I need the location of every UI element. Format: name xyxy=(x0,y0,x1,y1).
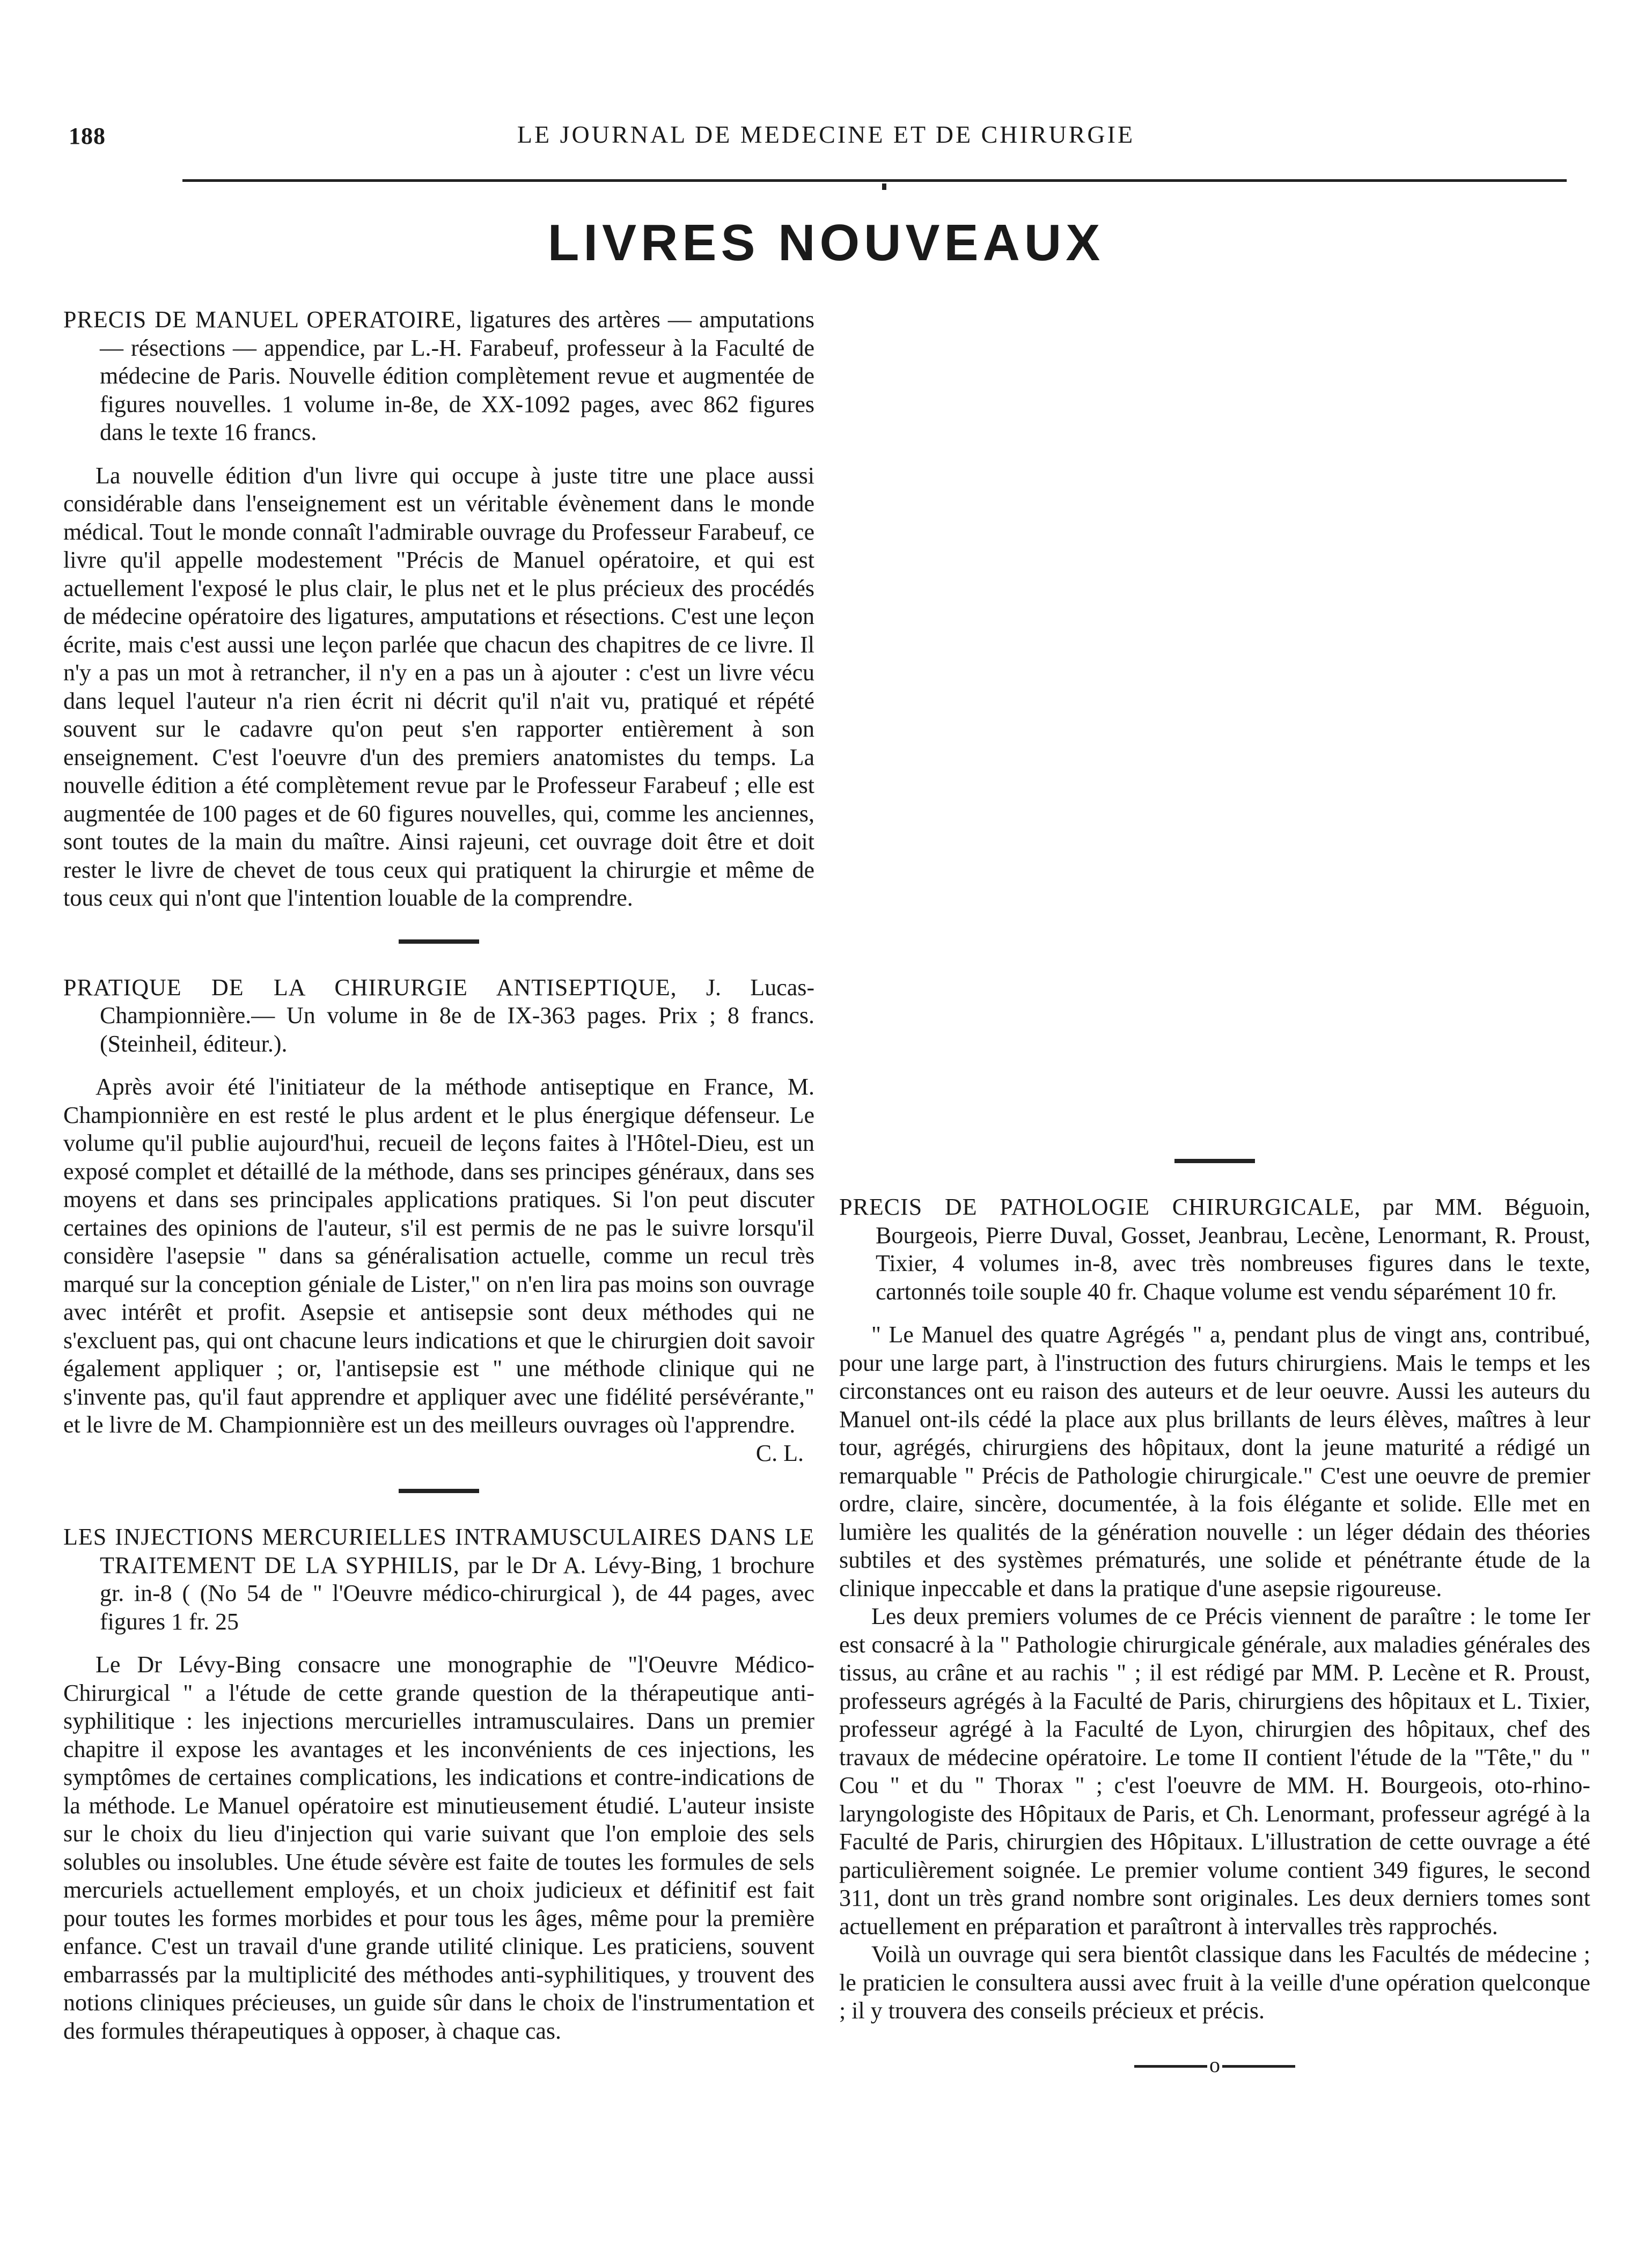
review-pathologie-chirurgicale xyxy=(839,1193,1590,2025)
entry-title: PRECIS DE MANUEL OPERATOIRE, xyxy=(63,306,462,333)
header-rule-dot xyxy=(882,183,886,190)
entry-meta: J. Lucas-Championnière.— Un volume in 8e de IX-363 pages. Prix ; 8 francs. (Steinheil, éditeur.). xyxy=(100,974,815,1057)
entry-title: PRECIS DE PATHOLOGIE CHIRURGICALE, xyxy=(839,1194,1361,1220)
entry-heading xyxy=(63,306,814,447)
entry-paragraph: " Le Manuel des quatre Agrégés " a, pendant plus de vingt ans, contribué, pour une large part, à l'instruction des futurs chirurgiens. Mais le temps et les circonstances ont eu raison des auteurs et de leur oeuvre. Aussi les auteurs du Manuel ont-ils cédé la place aux plus brillants de leurs élèves, maîtres à leur tour, agrégés, chirurgiens des hôpitaux, dont la jeune maturité a rédigé un remarquable " Précis de Pathologie chirurgicale." C'est une oeuvre de premier ordre, claire, sincère, documentée, à la fois élégante et solide. Elle met en lumière les qualités de la génération nouvelle : un léger dédain des théories subtiles et des systèmes prématurés, une solide et pénétrante étude de la clinique inpeccable et dans la pratique d'une asepsie rigoureuse. xyxy=(839,1321,1590,1601)
left-column xyxy=(63,306,814,2045)
entry-heading xyxy=(63,1523,814,1636)
separator-rule xyxy=(1174,1159,1255,1163)
entry-meta: par MM. Béguoin, Bourgeois, Pierre Duval, Gosset, Jeanbrau, Lecène, Lenormant, R. Proust, Tixier, 4 volumes in-8, avec très nombreuses figures dans le texte, cartonnés toile souple 40 fr. Chaque volume est vendu séparément 10 fr. xyxy=(876,1194,1591,1305)
section-title: LIVRES NOUVEAUX xyxy=(547,214,1105,271)
review-farabeuf xyxy=(63,306,814,913)
entry-meta: ligatures des artères — amputations — résections — appendice, par L.-H. Farabeuf, professeur à la Faculté de médecine de Paris. Nouvelle édition complètement revue et augmentée de figures nouvelles. 1 volume in-8e, de XX-1092 pages, avec 862 figures dans le texte 16 francs. xyxy=(100,306,815,445)
header-rule xyxy=(182,179,1567,182)
entry-paragraph: La nouvelle édition d'un livre qui occupe à juste titre une place aussi considérable dans l'enseignement est un véritable évènement dans le monde médical. Tout le monde connaît l'admirable ouvrage du Professeur Farabeuf, ce livre qu'il appelle modestement "Précis de Manuel opératoire, et qui est actuellement l'exposé le plus clair, le plus net et le plus précieux des procédés de médecine opératoire des ligatures, amputations et résections. C'est une leçon écrite, mais c'est aussi une leçon parlée que chacun des chapitres de ce livre. Il n'y a pas un mot à retrancher, il n'y en a pas un à ajouter : c'est un livre vécu dans lequel l'auteur n'a rien écrit ni décrit qu'il n'ait vu, pratiqué et répété souvent sur le cadavre qu'on peut s'en rapporter entièrement à son enseignement. C'est l'oeuvre d'un des premiers anatomistes du temps. La nouvelle édition a été complètement revue par le Professeur Farabeuf ; elle est augmentée de 100 pages et de 60 figures nouvelles, qui, comme les anciennes, sont toutes de la main du maître. Ainsi rajeuni, cet ouvrage doit être et doit rester le livre de chevet de tous ceux qui pratiquent la chirurgie et même de tous ceux qui n'ont que l'intention louable de la comprendre. xyxy=(63,462,814,911)
entry-signature: C. L. xyxy=(755,1439,804,1466)
entry-title: LES INJECTIONS MERCURIELLES INTRAMUSCULAIRES DANS LE TRAITEMENT DE LA SYPHILIS, xyxy=(63,1524,814,1578)
separator-rule xyxy=(399,1489,479,1493)
page-number: 188 xyxy=(69,123,106,149)
entry-paragraph: Après avoir été l'initiateur de la méthode antiseptique en France, M. Championnière en est resté le plus ardent et le plus énergique défenseur. Le volume qu'il publie aujourd'hui, recueil de leçons faites à l'Hôtel-Dieu, est un exposé complet et détaillé de la méthode, dans ses principes généraux, dans ses moyens et dans ses principales applications pratiques. Si l'on peut discuter certaines des opinions de l'auteur, s'il est permis de ne pas le suivre lorsqu'il considère l'asepsie " dans sa généralisation actuelle, comme un recul très marqué sur la conception géniale de Lister," on n'en lira pas moins son ouvrage avec intérêt et profit. Asepsie et antisepsie sont deux méthodes qui ne s'excluent pas, qui ont chacune leurs indications et que le chirurgien doit savoir également appliquer ; or, l'antisepsie est " une méthode clinique qui ne s'invente pas, qu'il faut apprendre et appliquer avec une fidélité persévérante," et le livre de M. Championnière est un des meilleurs ouvrages où l'apprendre. xyxy=(63,1074,814,1438)
entry-title: PRATIQUE DE LA CHIRURGIE ANTISEPTIQUE, xyxy=(63,974,677,1001)
end-ornament xyxy=(1134,2052,1295,2077)
ornament-glyph: o xyxy=(1207,2054,1222,2076)
entry-heading xyxy=(63,974,814,1059)
right-column xyxy=(839,1159,1591,2077)
review-levy-bing xyxy=(63,1523,814,2045)
entry-heading xyxy=(839,1193,1590,1306)
separator-rule xyxy=(399,939,479,944)
entry-paragraph: Le Dr Lévy-Bing consacre une monographie de "l'Oeuvre Médico-Chirurgical " a l'étude de cette grande question de la thérapeutique anti-syphilitique : les injections mercurielles intramusculaires. Dans un premier chapitre il expose les avantages et les inconvénients de ces injections, les symptômes de certaines complications, les indications et contre-indications de la méthode. Le Manuel opératoire est minutieusement étudié. L'auteur insiste sur le choix du lieu d'injection qui varie suivant que l'on emploie des sels solubles ou insolubles. Une étude sévère est faite de toutes les formules de sels mercuriels actuellement employés, et un choix judicieux et définitif est fait pour toutes les formes morbides et pour tous les âges, même pour la première enfance. C'est un travail d'une grande utilité clinique. Les praticiens, souvent embarrassés par la multiplicité des méthodes anti-syphilitiques, y trouvent des notions cliniques précieuses, un guide sûr dans le choix de l'instrumentation et des formules thérapeutiques à opposer, à chaque cas. xyxy=(63,1651,814,2044)
review-championniere xyxy=(63,974,814,1468)
running-head: LE JOURNAL DE MEDECINE ET DE CHIRURGIE xyxy=(517,121,1135,148)
entry-paragraph: Les deux premiers volumes de ce Précis viennent de paraître : le tome Ier est consacré à la " Pathologie chirurgicale générale, aux maladies générales des tissus, au crâne et au rachis " ; il est rédigé par MM. P. Lecène et R. Proust, professeurs agrégés à la Faculté de Paris, chirurgiens des hôpitaux et L. Tixier, professeur agrégé à la Faculté de Lyon, chirurgien des hôpitaux, chef des travaux de médecine opératoire. Le tome II contient l'étude de la "Tête," du " Cou " et du " Thorax " ; c'est l'oeuvre de MM. H. Bourgeois, oto-rhino-laryngologiste des Hôpitaux de Paris, et Ch. Lenormant, professeur agrégé à la Faculté de Paris, chirurgien des Hôpitaux. L'illustration de cette ouvrage a été particulièrement soignée. Le premier volume contient 349 figures, le second 311, dont un très grand nombre sont originales. Les deux derniers tomes sont actuellement en préparation et paraîtront à intervalles très rapprochés. xyxy=(839,1603,1590,1939)
entry-paragraph: Voilà un ouvrage qui sera bientôt classique dans les Facultés de médecine ; le praticien le consultera aussi avec fruit à la veille d'une opération quelconque ; il y trouvera des conseils précieux et précis. xyxy=(839,1941,1590,2024)
entry-meta: par le Dr A. Lévy-Bing, 1 brochure gr. in-8 ( (No 54 de " l'Oeuvre médico-chirurgical ), de 44 pages, avec figures 1 fr. 25 xyxy=(100,1552,814,1635)
